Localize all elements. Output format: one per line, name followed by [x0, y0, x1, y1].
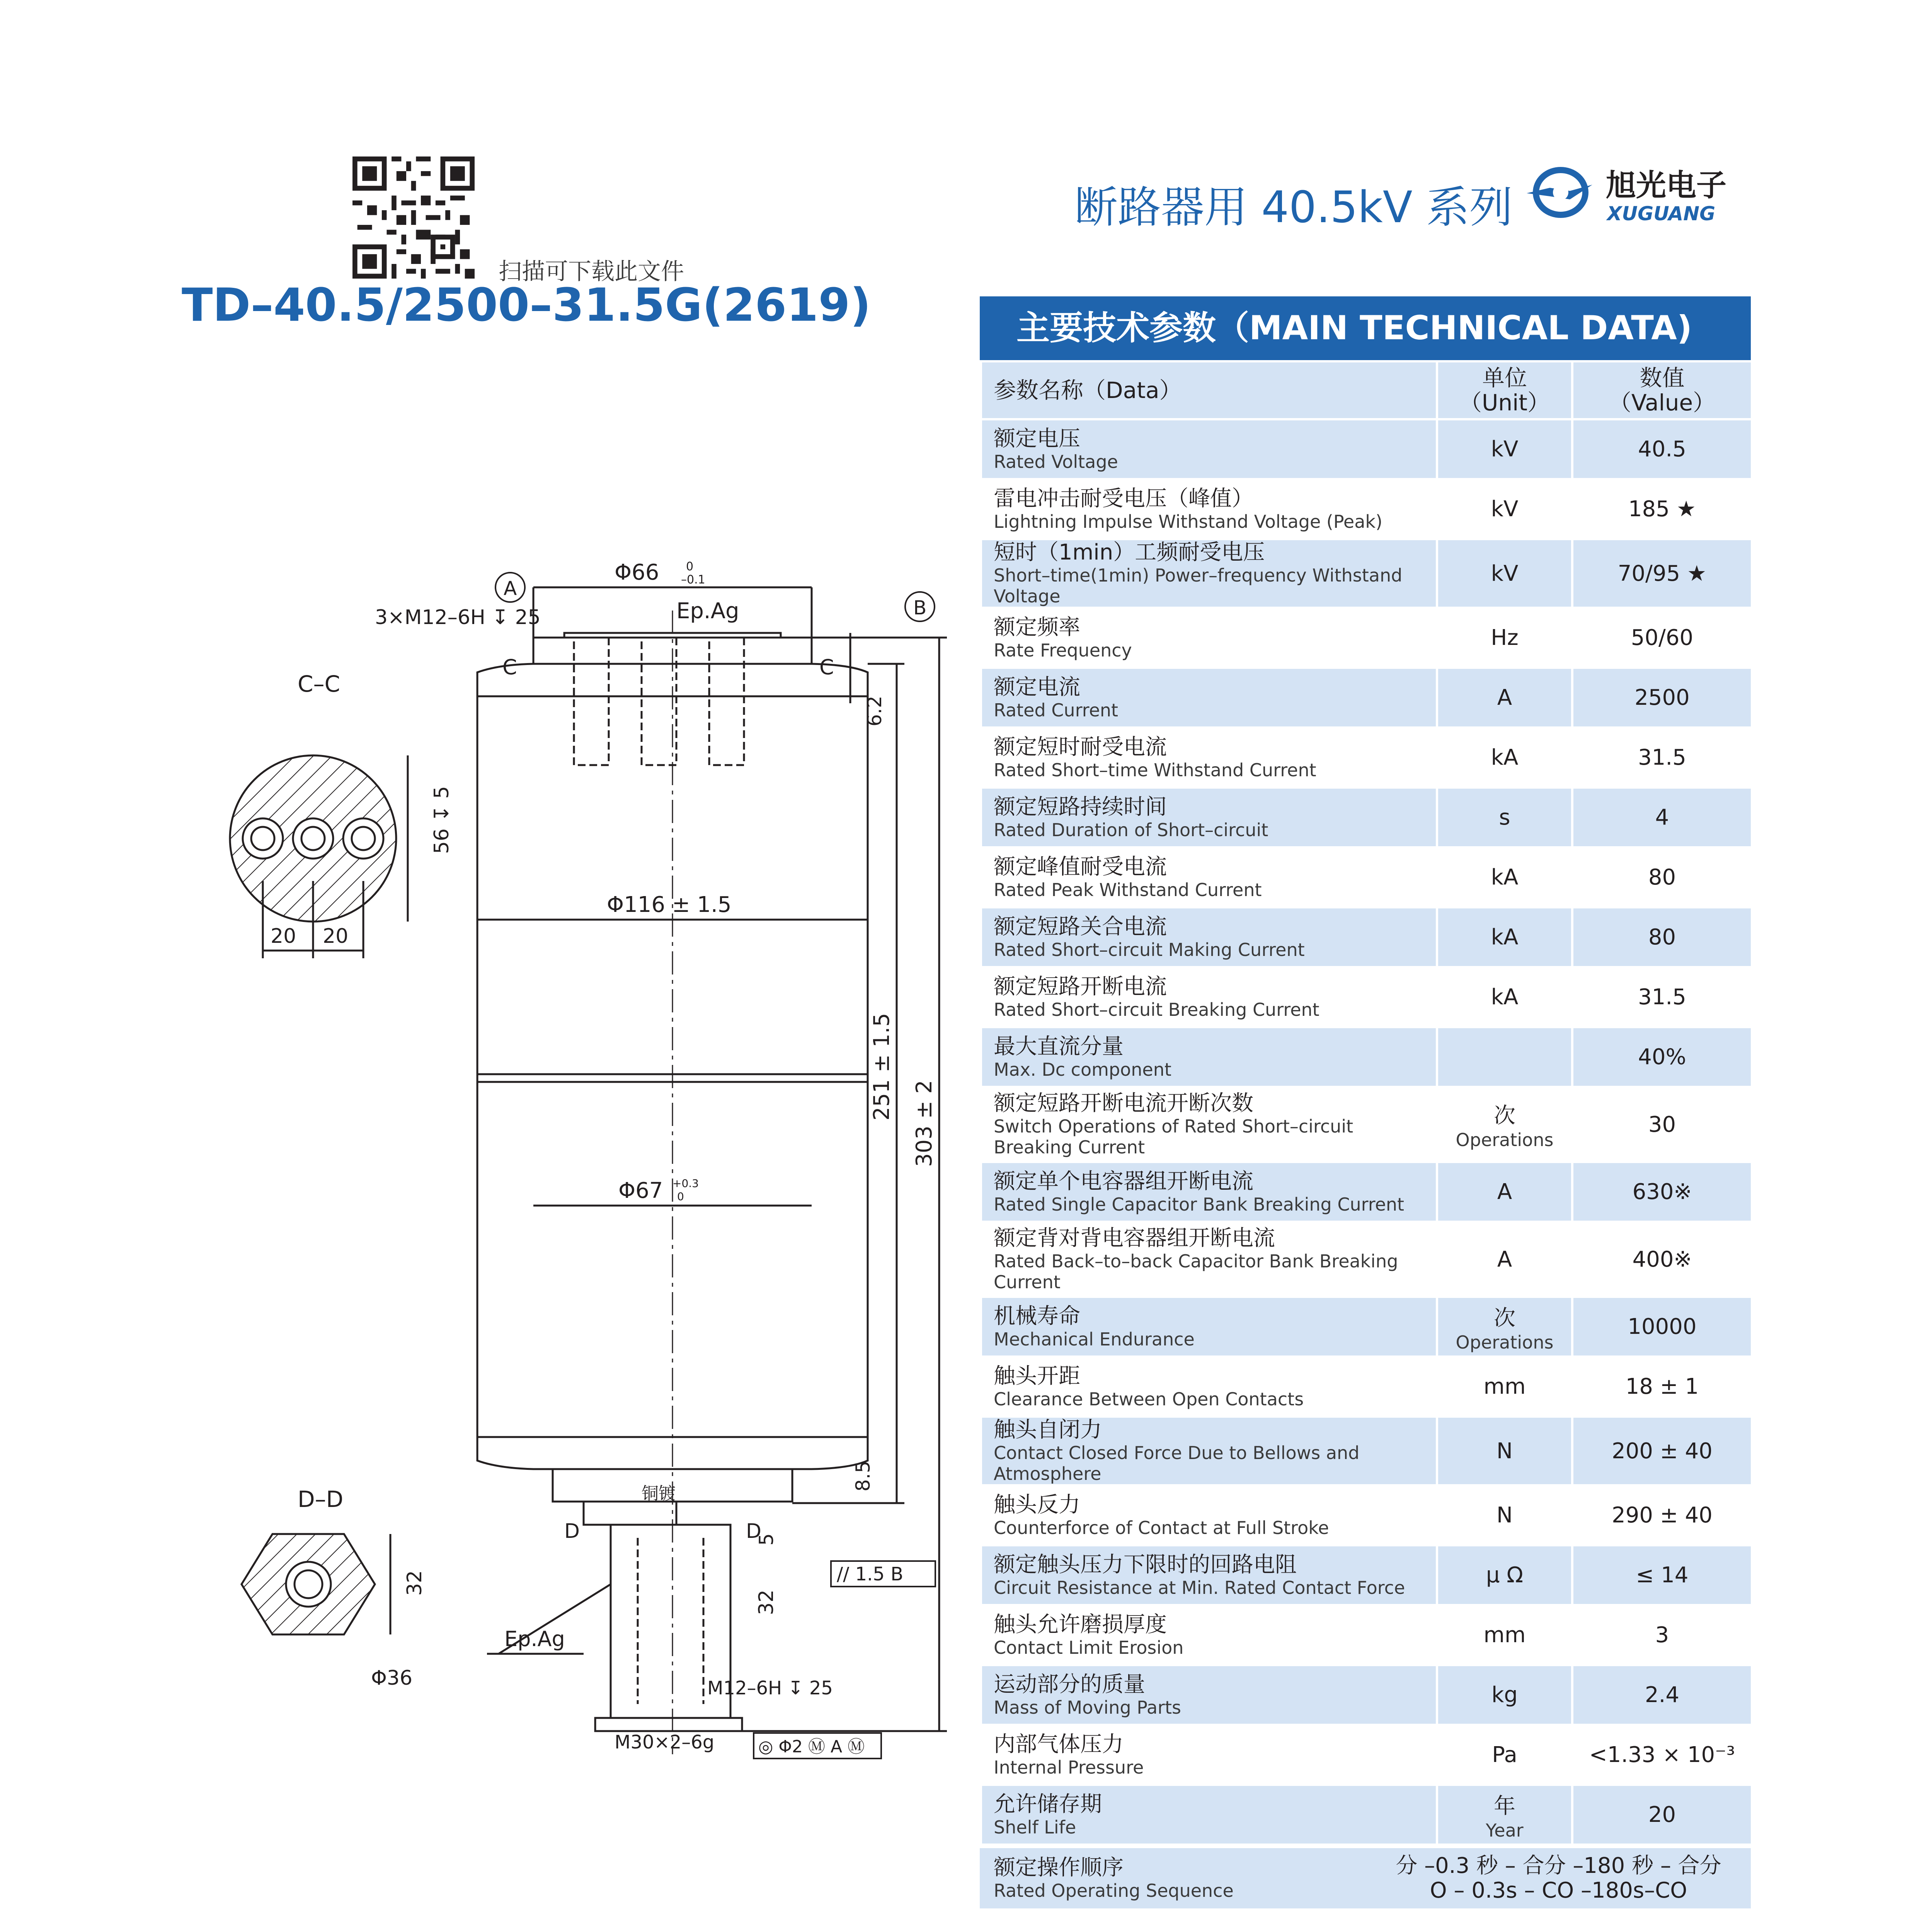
- spec-unit: [1437, 1027, 1572, 1087]
- main-table-title: 主要技术参数（MAIN TECHNICAL DATA): [980, 296, 1751, 360]
- spec-param: [981, 1417, 1437, 1485]
- param-en: Circuit Resistance at Min. Rated Contact Force: [994, 1577, 1405, 1598]
- param-en: Mass of Moving Parts: [994, 1697, 1181, 1718]
- param-cn: 额定短路开断电流开断次数: [994, 1091, 1253, 1116]
- dim-32-right: 32: [755, 1589, 778, 1615]
- unit-text: kA: [1491, 985, 1519, 1010]
- dia-66-tol-down: –0.1: [681, 573, 705, 587]
- spec-unit: [1437, 1417, 1572, 1485]
- spec-param: [981, 539, 1437, 608]
- spec-param: [981, 1222, 1437, 1297]
- qr-code[interactable]: [352, 156, 475, 279]
- operating-sequence-row: [980, 1846, 1751, 1908]
- spec-unit: [1437, 1545, 1572, 1605]
- spec-unit: [1437, 847, 1572, 907]
- spec-value: 70/95 ★: [1572, 539, 1752, 608]
- unit-text: A: [1497, 685, 1512, 710]
- header-param: 参数名称（Data）: [981, 361, 1437, 419]
- param-cn: 额定短路持续时间: [994, 794, 1167, 820]
- param-en: Rated Short–time Withstand Current: [994, 759, 1316, 781]
- dia-66-label: Φ66: [615, 560, 659, 585]
- spec-row: [981, 419, 1752, 479]
- unit-text: A: [1497, 1179, 1512, 1204]
- parallelism-tolerance: // 1.5 B: [837, 1563, 904, 1585]
- spec-param: [981, 1725, 1437, 1785]
- datum-a-label: A: [504, 577, 517, 600]
- param-en: Contact Limit Erosion: [994, 1637, 1184, 1658]
- unit-text: mm: [1483, 1374, 1526, 1399]
- spec-unit: [1437, 1087, 1572, 1162]
- spec-param: [981, 1665, 1437, 1725]
- spec-param: [981, 1545, 1437, 1605]
- sequence-label-en: Rated Operating Sequence: [994, 1880, 1234, 1901]
- dia-67-label: Φ67: [618, 1178, 663, 1203]
- sequence-label-cn: 额定操作顺序: [994, 1855, 1124, 1880]
- param-cn: 允许储存期: [994, 1791, 1102, 1817]
- header-value: 数值 （Value）: [1572, 361, 1752, 419]
- logo-cn-text: 旭光电子: [1606, 168, 1727, 203]
- spec-unit: [1437, 608, 1572, 668]
- spec-value: 10000: [1572, 1297, 1752, 1357]
- company-logo: [1527, 162, 1743, 228]
- unit-text: kA: [1491, 925, 1519, 950]
- spec-row: [981, 1357, 1752, 1417]
- param-cn: 最大直流分量: [994, 1034, 1124, 1059]
- dim-56: 56 ↧ 5: [430, 786, 453, 854]
- spec-row: [981, 728, 1752, 787]
- param-cn: 短时（1min）工频耐受电压: [994, 540, 1265, 565]
- spec-value: 80: [1572, 907, 1752, 967]
- unit-text: Pa: [1492, 1742, 1517, 1767]
- param-en: Rated Peak Withstand Current: [994, 879, 1262, 900]
- spec-param: [981, 1297, 1437, 1357]
- spec-param: [981, 1162, 1437, 1222]
- spec-row: [981, 668, 1752, 728]
- spec-unit: [1437, 907, 1572, 967]
- dia-66-tol-up: 0: [686, 560, 694, 573]
- param-en: Rated Duration of Short–circuit: [994, 819, 1268, 840]
- m30-thread-spec: M30×2–6g: [615, 1731, 715, 1753]
- spec-unit: [1437, 539, 1572, 608]
- spec-value: 20: [1572, 1785, 1752, 1845]
- unit-text: 次: [1494, 1103, 1515, 1128]
- spec-unit: [1437, 787, 1572, 847]
- unit-text: μ Ω: [1486, 1563, 1524, 1588]
- dim-20-b: 20: [323, 925, 349, 948]
- param-en: Counterforce of Contact at Full Stroke: [994, 1517, 1329, 1538]
- param-en: Rated Current: [994, 699, 1119, 721]
- model-number: TD–40.5/2500–31.5G(2619): [182, 278, 871, 332]
- param-cn: 额定短时耐受电流: [994, 734, 1167, 760]
- spec-param: [981, 1605, 1437, 1665]
- spec-row: [981, 1785, 1752, 1845]
- technical-drawing: [193, 541, 966, 1762]
- spec-row: [981, 479, 1752, 539]
- spec-param: [981, 1785, 1437, 1845]
- c-left-marker: C: [502, 655, 517, 679]
- spec-value: 400※: [1572, 1222, 1752, 1297]
- param-en: Contact Closed Force Due to Bellows and Atmosphere: [994, 1442, 1360, 1484]
- spec-row: [981, 1605, 1752, 1665]
- sequence-value-en: O – 0.3s – CO –180s–CO: [1430, 1878, 1687, 1903]
- spec-value: 30: [1572, 1087, 1752, 1162]
- scan-download-text: 扫描可下载此文件: [499, 258, 684, 285]
- param-en: Lightning Impulse Withstand Voltage (Peak): [994, 511, 1383, 532]
- spec-value: <1.33 × 10⁻³: [1572, 1725, 1752, 1785]
- unit-en-text: Operations: [1456, 1332, 1554, 1353]
- ep-ag-top-label: Ep.Ag: [676, 599, 739, 624]
- spec-unit: [1437, 1785, 1572, 1845]
- spec-row: [981, 1665, 1752, 1725]
- unit-text: kV: [1491, 497, 1519, 522]
- unit-en-text: Year: [1486, 1820, 1524, 1841]
- spec-row: [981, 1485, 1752, 1545]
- param-cn: 额定单个电容器组开断电流: [994, 1168, 1253, 1194]
- param-cn: 额定短路关合电流: [994, 914, 1167, 939]
- dim-32-left: 32: [403, 1570, 426, 1596]
- spec-unit: [1437, 419, 1572, 479]
- ep-ag-bottom-label: Ep.Ag: [504, 1627, 565, 1651]
- spec-unit: [1437, 1605, 1572, 1665]
- logo-en-text: XUGUANG: [1607, 202, 1716, 225]
- spec-param: [981, 419, 1437, 479]
- spec-unit: [1437, 967, 1572, 1027]
- spec-unit: [1437, 1222, 1572, 1297]
- dia-67-tol-up: +0.3: [672, 1177, 699, 1190]
- unit-text: mm: [1483, 1622, 1526, 1648]
- unit-text: N: [1496, 1438, 1513, 1464]
- spec-param: [981, 1087, 1437, 1162]
- param-en: Rated Single Capacitor Bank Breaking Current: [994, 1194, 1405, 1215]
- top-thread-spec: 3×M12–6H ↧ 25: [375, 606, 541, 629]
- main-technical-data-table: [980, 296, 1751, 1908]
- param-cn: 额定电流: [994, 674, 1080, 700]
- unit-text: N: [1496, 1503, 1513, 1528]
- spec-value: 3: [1572, 1605, 1752, 1665]
- dim-8-5: 8.5: [852, 1461, 874, 1492]
- dia-67-tol-down: 0: [677, 1190, 684, 1203]
- dia-36-label: Φ36: [371, 1667, 413, 1690]
- spec-unit: [1437, 1297, 1572, 1357]
- spec-param: [981, 787, 1437, 847]
- unit-text: kV: [1491, 561, 1519, 586]
- spec-value: 630※: [1572, 1162, 1752, 1222]
- spec-param: [981, 1485, 1437, 1545]
- param-en: Switch Operations of Rated Short–circuit Breaking Current: [994, 1116, 1353, 1158]
- param-en: Internal Pressure: [994, 1757, 1144, 1778]
- spec-row: [981, 847, 1752, 907]
- spec-unit: [1437, 1162, 1572, 1222]
- param-cn: 额定峰值耐受电流: [994, 854, 1167, 879]
- dim-6-2: 6.2: [863, 696, 886, 726]
- spec-param: [981, 608, 1437, 668]
- spec-unit: [1437, 728, 1572, 787]
- spec-unit: [1437, 1725, 1572, 1785]
- param-en: Shelf Life: [994, 1816, 1076, 1838]
- d-right-marker: D: [746, 1520, 762, 1543]
- param-en: Rate Frequency: [994, 639, 1132, 661]
- spec-row: [981, 787, 1752, 847]
- spec-unit: [1437, 1357, 1572, 1417]
- spec-param: [981, 967, 1437, 1027]
- spec-value: 200 ± 40: [1572, 1417, 1752, 1485]
- param-cn: 额定背对背电容器组开断电流: [994, 1226, 1275, 1251]
- param-en: Rated Back–to–back Capacitor Bank Breaking Current: [994, 1251, 1398, 1293]
- sequence-value-cn: 分 –0.3 秒 – 合分 –180 秒 – 合分: [1396, 1853, 1721, 1878]
- spec-value: ≤ 14: [1572, 1545, 1752, 1605]
- unit-en-text: Operations: [1456, 1129, 1554, 1150]
- dim-20-a: 20: [271, 925, 296, 948]
- bottom-thread-spec: M12–6H ↧ 25: [707, 1677, 833, 1699]
- unit-text: kV: [1491, 437, 1519, 462]
- spec-value: 31.5: [1572, 728, 1752, 787]
- spec-row: [981, 907, 1752, 967]
- spec-param: [981, 907, 1437, 967]
- copper-plated-label: 铜镀: [642, 1484, 676, 1503]
- spec-row: [981, 608, 1752, 668]
- unit-text: s: [1499, 805, 1510, 830]
- param-cn: 额定电压: [994, 426, 1080, 451]
- spec-row: [981, 967, 1752, 1027]
- param-cn: 额定触头压力下限时的回路电阻: [994, 1552, 1297, 1577]
- spec-row: [981, 1545, 1752, 1605]
- param-en: Clearance Between Open Contacts: [994, 1388, 1304, 1410]
- spec-row: [981, 1297, 1752, 1357]
- param-en: Mechanical Endurance: [994, 1328, 1195, 1350]
- param-cn: 触头反力: [994, 1492, 1080, 1517]
- header-unit: 单位 （Unit）: [1437, 361, 1572, 419]
- spec-row: [981, 539, 1752, 608]
- spec-unit: [1437, 668, 1572, 728]
- param-cn: 运动部分的质量: [994, 1672, 1145, 1697]
- param-cn: 触头自闭力: [994, 1417, 1102, 1442]
- spec-row: [981, 1725, 1752, 1785]
- param-cn: 触头开距: [994, 1363, 1080, 1389]
- datum-b-label: B: [913, 597, 927, 619]
- param-cn: 额定短路开断电流: [994, 974, 1167, 999]
- spec-param: [981, 479, 1437, 539]
- unit-text: kA: [1491, 865, 1519, 890]
- spec-param: [981, 847, 1437, 907]
- spec-value: 40%: [1572, 1027, 1752, 1087]
- spec-param: [981, 728, 1437, 787]
- c-right-marker: C: [819, 655, 834, 679]
- spec-row: [981, 1162, 1752, 1222]
- param-en: Rated Voltage: [994, 451, 1118, 472]
- spec-value: 2.4: [1572, 1665, 1752, 1725]
- dim-303: 303 ± 2: [912, 1080, 937, 1167]
- param-cn: 机械寿命: [994, 1303, 1080, 1329]
- section-dd-label: D–D: [298, 1486, 344, 1512]
- spec-row: [981, 1417, 1752, 1485]
- d-left-marker: D: [564, 1520, 580, 1543]
- spec-value: 31.5: [1572, 967, 1752, 1027]
- spec-value: 18 ± 1: [1572, 1357, 1752, 1417]
- dim-251: 251 ± 1.5: [869, 1013, 894, 1121]
- param-en: Rated Short–circuit Making Current: [994, 939, 1305, 960]
- dim-5: 5: [755, 1533, 778, 1546]
- spec-value: 4: [1572, 787, 1752, 847]
- spec-param: [981, 1357, 1437, 1417]
- unit-text: A: [1497, 1247, 1512, 1272]
- unit-text: 年: [1494, 1793, 1515, 1819]
- unit-text: 次: [1494, 1305, 1515, 1331]
- param-en: Short–time(1min) Power–frequency Withstand Voltage: [994, 565, 1403, 607]
- param-cn: 内部气体压力: [994, 1731, 1124, 1757]
- spec-param: [981, 668, 1437, 728]
- spec-unit: [1437, 479, 1572, 539]
- spec-param: [981, 1027, 1437, 1087]
- spec-value: 50/60: [1572, 608, 1752, 668]
- spec-unit: [1437, 1485, 1572, 1545]
- spec-value: 40.5: [1572, 419, 1752, 479]
- spec-row: [981, 1027, 1752, 1087]
- spec-value: 2500: [1572, 668, 1752, 728]
- param-en: Rated Short–circuit Breaking Current: [994, 999, 1319, 1020]
- param-cn: 触头允许磨损厚度: [994, 1612, 1167, 1637]
- unit-text: Hz: [1491, 625, 1519, 650]
- coaxiality-tolerance: ◎ Φ2 Ⓜ A Ⓜ: [758, 1737, 865, 1757]
- section-cc-label: C–C: [298, 671, 340, 697]
- dia-116-label: Φ116 ± 1.5: [607, 892, 732, 917]
- spec-unit: [1437, 1665, 1572, 1725]
- spec-value: 185 ★: [1572, 479, 1752, 539]
- xuguang-logo-mark: [1527, 162, 1743, 228]
- spec-row: [981, 1087, 1752, 1162]
- series-title: 断路器用 40.5kV 系列: [1074, 182, 1513, 233]
- unit-text: kg: [1491, 1682, 1518, 1708]
- spec-row: [981, 1222, 1752, 1297]
- param-cn: 雷电冲击耐受电压（峰值）: [994, 486, 1253, 511]
- spec-value: 80: [1572, 847, 1752, 907]
- spec-value: 290 ± 40: [1572, 1485, 1752, 1545]
- main-table-header-row: [981, 361, 1752, 419]
- param-cn: 额定频率: [994, 614, 1080, 640]
- param-en: Max. Dc component: [994, 1059, 1171, 1080]
- unit-text: kA: [1491, 745, 1519, 770]
